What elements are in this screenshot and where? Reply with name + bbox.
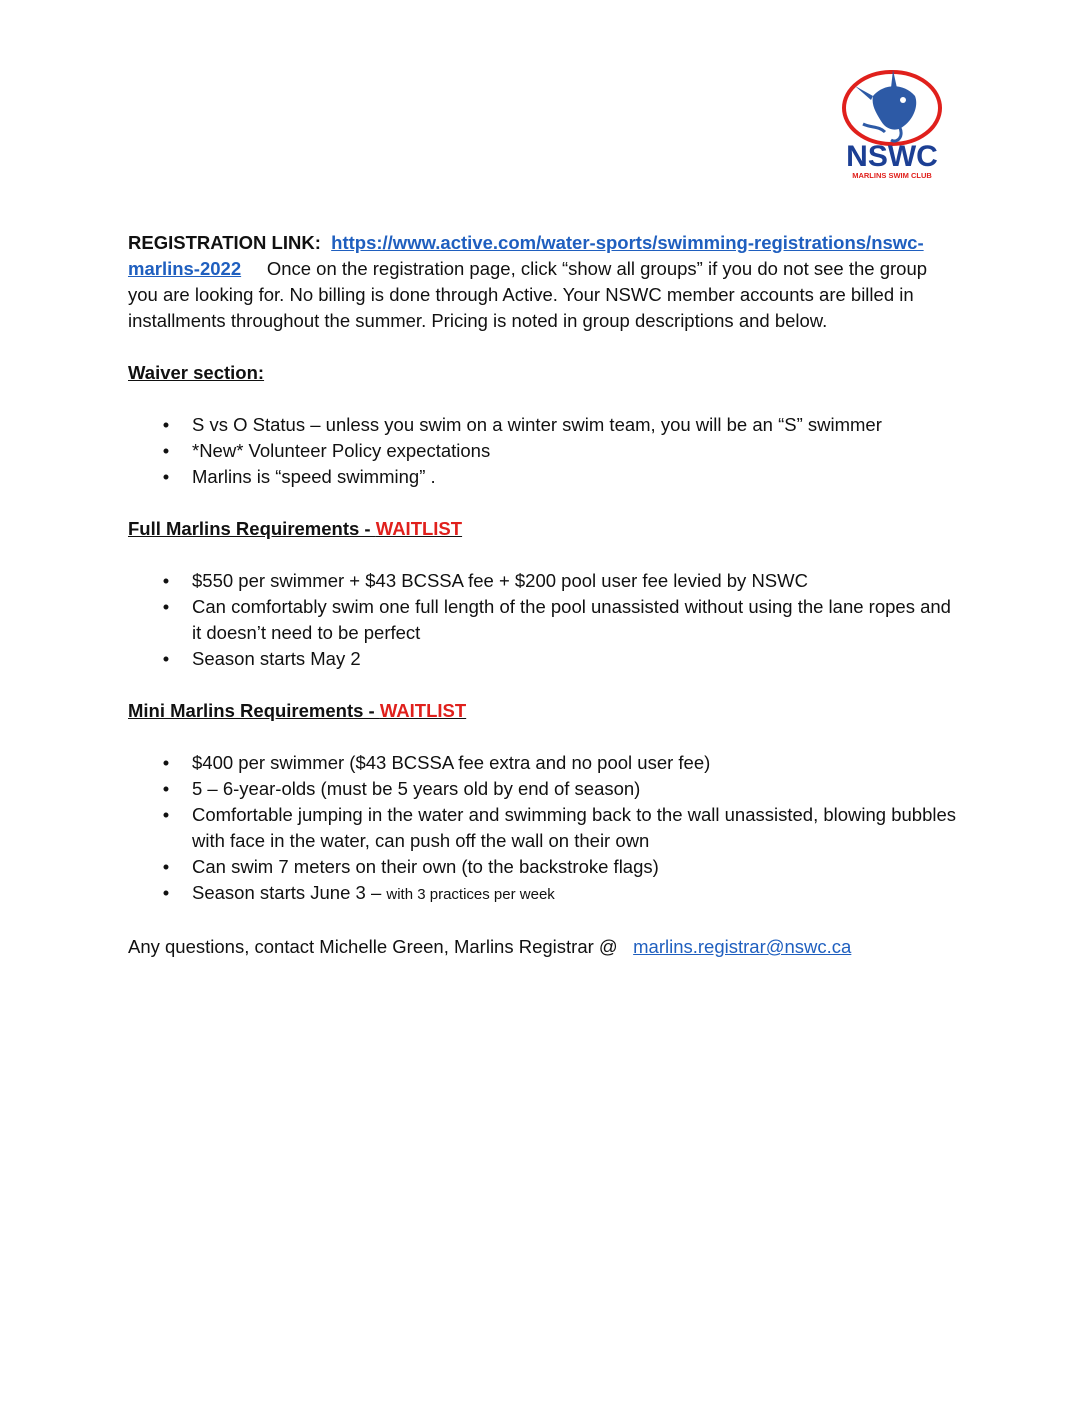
list-item: • $550 per swimmer + $43 BCSSA fee + $200 pool user fee levied by NSWC (128, 568, 958, 594)
bullet-icon: • (162, 752, 170, 773)
intro-paragraph (128, 230, 958, 334)
list-item: • Marlins is “speed swimming” . (128, 464, 958, 490)
list-item: • 5 – 6-year-olds (must be 5 years old by end of season) (128, 776, 958, 802)
bullet-icon: • (162, 440, 170, 461)
registration-label: REGISTRATION LINK: (128, 232, 321, 253)
list-item: • S vs O Status – unless you swim on a winter swim team, you will be an “S” swimmer (128, 412, 958, 438)
nswc-logo (833, 66, 951, 184)
document-body (128, 230, 958, 960)
list-item: • $400 per swimmer ($43 BCSSA fee extra and no pool user fee) (128, 750, 958, 776)
list-item: • Season starts May 2 (128, 646, 958, 672)
mini-marlins-heading: Mini Marlins Requirements - WAITLIST (128, 700, 467, 721)
waiver-heading: Waiver section: (128, 362, 265, 383)
bullet-icon: • (162, 804, 170, 825)
bullet-icon: • (162, 856, 170, 877)
full-marlins-heading: Full Marlins Requirements - WAITLIST (128, 518, 463, 539)
contact-text: Any questions, contact Michelle Green, Marlins Registrar @ (128, 936, 623, 957)
logo-name: NSWC (846, 140, 938, 173)
list-item: • Can swim 7 meters on their own (to the backstroke flags) (128, 854, 958, 880)
bullet-icon: • (162, 778, 170, 799)
mini-marlins-list (128, 750, 958, 908)
list-item: • Season starts June 3 – with 3 practices per week (128, 880, 958, 908)
bullet-icon: • (162, 882, 170, 903)
list-item: • Can comfortably swim one full length of the pool unassisted without using the lane ropes and it doesn’t need to be perfect (162, 596, 951, 643)
bullet-icon: • (162, 466, 170, 487)
bullet-icon: • (162, 570, 170, 591)
full-marlins-list (128, 568, 958, 672)
bullet-icon: • (162, 596, 170, 617)
registration-link[interactable]: https://www.active.com/water-sports/swimming-registrations/nswc-marlins-2022 (128, 232, 924, 279)
full-marlins-status: WAITLIST (375, 518, 463, 539)
waiver-list (128, 412, 958, 490)
mini-marlins-status: WAITLIST (379, 700, 467, 721)
contact-line (128, 934, 958, 960)
list-item: • *New* Volunteer Policy expectations (128, 438, 958, 464)
logo-subtitle: MARLINS SWIM CLUB (852, 171, 932, 180)
contact-email-link[interactable]: marlins.registrar@nswc.ca (633, 936, 852, 957)
bullet-icon: • (162, 648, 170, 669)
intro-text: Once on the registration page, click “show all groups” if you do not see the group you are looking for. No billing is done through Active. Your NSWC member accounts are billed in installments throughout the summer. Pricing is noted in group descriptions and below. (128, 258, 928, 331)
bullet-icon: • (162, 414, 170, 435)
list-item: • Comfortable jumping in the water and swimming back to the wall unassisted, blowing bubbles with face in the water, can push off the wall on their own (162, 804, 957, 851)
